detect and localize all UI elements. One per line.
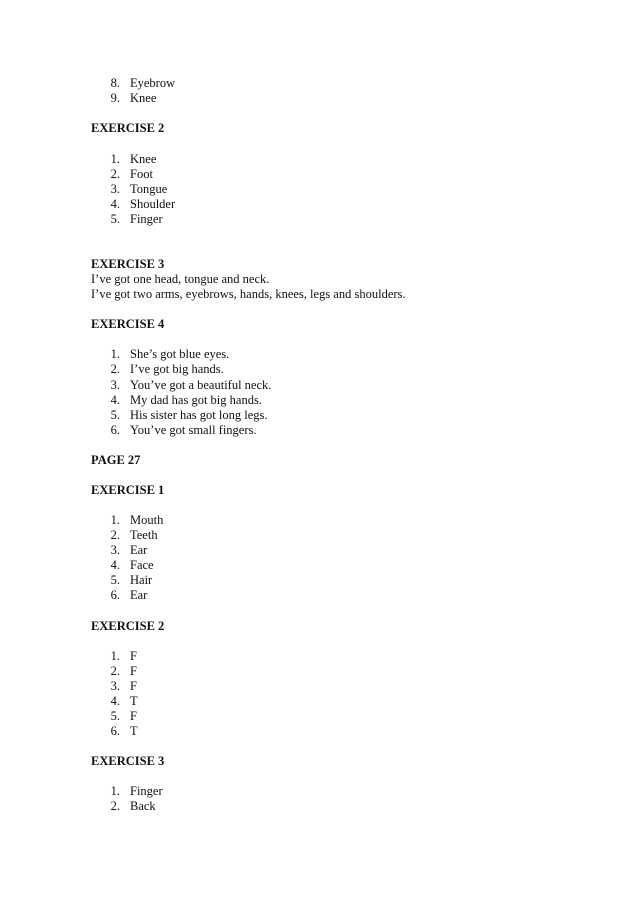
section-heading: PAGE 27	[91, 453, 141, 467]
list-item-text: You’ve got a beautiful neck.	[130, 378, 272, 392]
paragraph-line: I’ve got two arms, eyebrows, hands, knees, legs and shoulders.	[91, 287, 406, 301]
list-item-text: Foot	[130, 167, 153, 181]
list-item-text: Tongue	[130, 182, 168, 196]
list-item-number: 2.	[110, 799, 120, 813]
list-item-text: Ear	[130, 588, 148, 602]
list-item-number: 2.	[110, 167, 120, 181]
list-item-text: Ear	[130, 543, 148, 557]
list-item-number: 6.	[110, 724, 120, 738]
list-item-text: I’ve got big hands.	[130, 362, 224, 376]
list-item-text: F	[130, 664, 137, 678]
list-item-number: 9.	[110, 91, 120, 105]
list-item-number: 3.	[110, 543, 120, 557]
list-item-text: Eyebrow	[130, 76, 176, 90]
list-item-number: 2.	[110, 664, 120, 678]
list-item-number: 4.	[110, 558, 120, 572]
list-item-text: You’ve got small fingers.	[130, 423, 257, 437]
list-item-text: Finger	[130, 784, 163, 798]
list-item-text: Knee	[130, 152, 157, 166]
list-item-text: Finger	[130, 212, 163, 226]
list-item-text: F	[130, 679, 137, 693]
list-item-number: 3.	[110, 182, 120, 196]
list-item-number: 4.	[110, 197, 120, 211]
list-item-text: F	[130, 649, 137, 663]
section-heading: EXERCISE 2	[91, 619, 165, 633]
list-item-text: Hair	[130, 573, 153, 587]
list-item-number: 1.	[110, 347, 120, 361]
list-item-number: 1.	[110, 649, 120, 663]
list-item-number: 2.	[110, 528, 120, 542]
list-item-number: 5.	[110, 212, 120, 226]
list-item-text: Back	[130, 799, 156, 813]
paragraph-line: I’ve got one head, tongue and neck.	[91, 272, 270, 286]
list-item-number: 4.	[110, 393, 120, 407]
list-item-number: 5.	[110, 573, 120, 587]
list-item-text: T	[130, 694, 138, 708]
list-item-text: His sister has got long legs.	[130, 408, 268, 422]
list-item-text: T	[130, 724, 138, 738]
section-heading: EXERCISE 4	[91, 317, 165, 331]
section-heading: EXERCISE 2	[91, 121, 165, 135]
section-heading: EXERCISE 3	[91, 754, 165, 768]
list-item-number: 3.	[110, 679, 120, 693]
list-item-number: 1.	[110, 513, 120, 527]
section-heading: EXERCISE 3	[91, 257, 165, 271]
list-item-text: Face	[130, 558, 154, 572]
list-item-number: 8.	[110, 76, 120, 90]
list-item-text: F	[130, 709, 137, 723]
list-item-text: She’s got blue eyes.	[130, 347, 230, 361]
list-item-number: 6.	[110, 423, 120, 437]
list-item-text: Shoulder	[130, 197, 176, 211]
list-item-text: Knee	[130, 91, 157, 105]
section-heading: EXERCISE 1	[91, 483, 165, 497]
list-item-number: 2.	[110, 362, 120, 376]
list-item-number: 4.	[110, 694, 120, 708]
list-item-number: 6.	[110, 588, 120, 602]
list-item-number: 1.	[110, 152, 120, 166]
list-item-number: 5.	[110, 709, 120, 723]
list-item-number: 5.	[110, 408, 120, 422]
list-item-number: 1.	[110, 784, 120, 798]
list-item-number: 3.	[110, 378, 120, 392]
list-item-text: My dad has got big hands.	[130, 393, 262, 407]
list-item-text: Teeth	[130, 528, 158, 542]
list-item-text: Mouth	[130, 513, 164, 527]
